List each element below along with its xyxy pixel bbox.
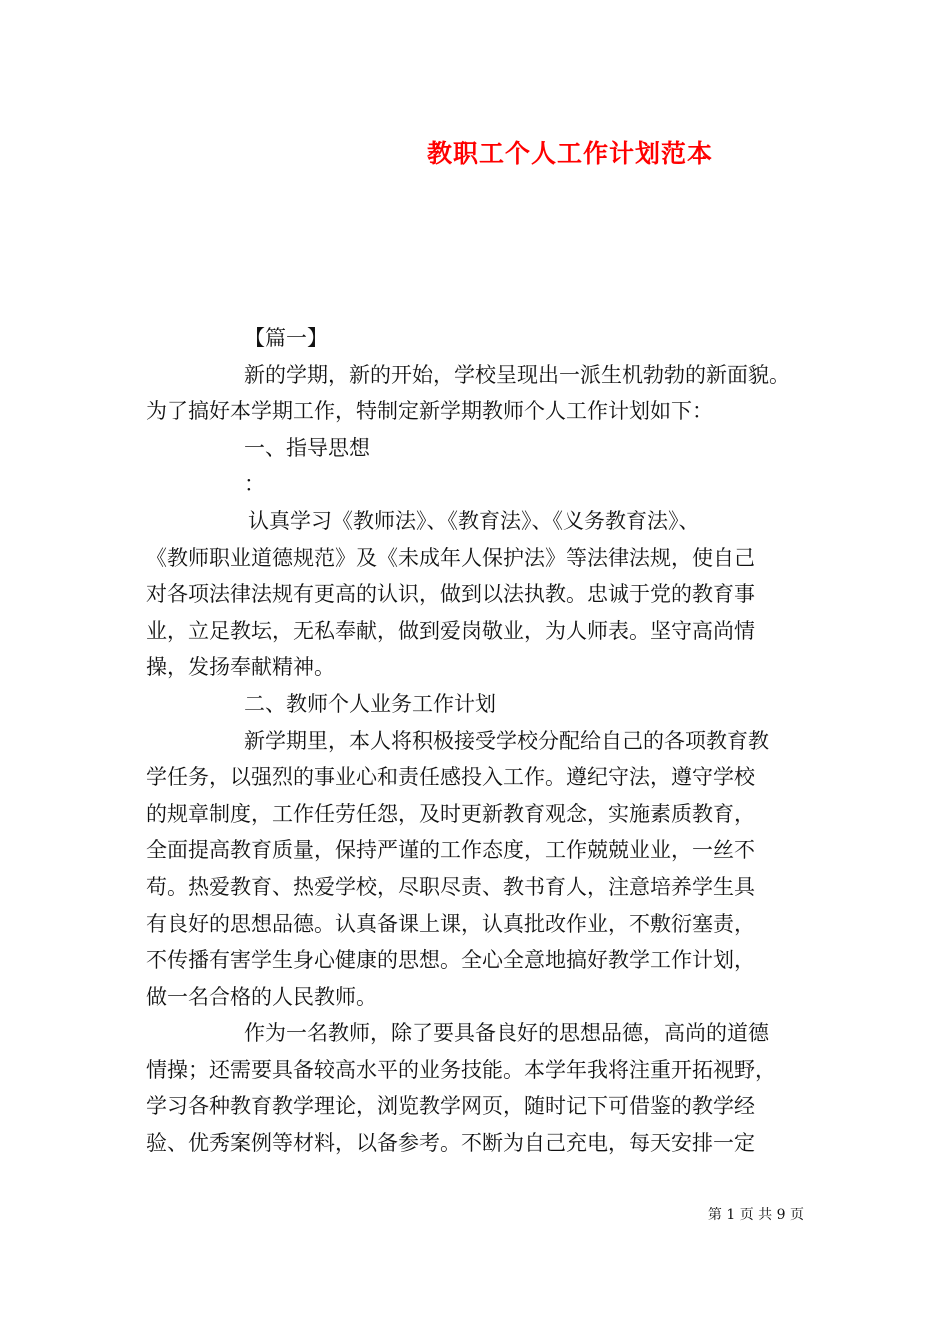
paragraph-line: 全面提高教育质量，保持严谨的工作态度，工作兢兢业业，一丝不: [146, 838, 755, 863]
paragraph-line: 新的学期，新的开始，学校呈现出一派生机勃勃的新面貌。: [244, 362, 790, 387]
paragraph-line: 苟。热爱教育、热爱学校，尽职尽责、教书育人，注意培养学生具: [146, 874, 755, 899]
paragraph-line: ：: [244, 472, 265, 497]
document-body: [146, 320, 818, 1162]
paragraph-line: 不传播有害学生身心健康的思想。全心全意地搞好教学工作计划，: [146, 948, 755, 973]
paragraph-line: 情操；还需要具备较高水平的业务技能。本学年我将注重开拓视野，: [146, 1057, 776, 1082]
paragraph-line: 学习各种教育教学理论，浏览教学网页，随时记下可借鉴的教学经: [146, 1094, 755, 1119]
paragraph-line: 《教师职业道德规范》及《未成年人保护法》等法律法规，使自己: [146, 545, 755, 570]
section-label: 【篇一】: [244, 326, 328, 350]
paragraph-line: 有良好的思想品德。认真备课上课，认真批改作业，不敷衍塞责，: [146, 911, 755, 936]
section-heading: 一、指导思想: [244, 435, 370, 460]
paragraph-line: 操，发扬奉献精神。: [146, 655, 335, 680]
paragraph-line: 新学期里，本人将积极接受学校分配给自己的各项教育教: [244, 728, 769, 753]
paragraph-line: 学任务，以强烈的事业心和责任感投入工作。遵纪守法，遵守学校: [146, 765, 755, 790]
paragraph-line: 对各项法律法规有更高的认识，做到以法执教。忠诚于党的教育事: [146, 582, 755, 607]
page-number: 第 1 页 共 9 页: [707, 1207, 804, 1223]
paragraph-line: 验、优秀案例等材料，以备参考。不断为自己充电，每天安排一定: [146, 1131, 755, 1156]
paragraph-line: 的规章制度，工作任劳任怨，及时更新教育观念，实施素质教育，: [146, 801, 755, 826]
paragraph-line: 认真学习《教师法》、《教育法》、《义务教育法》、: [248, 508, 700, 533]
paragraph-line: 做一名合格的人民教师。: [146, 984, 377, 1009]
document-title: 教职工个人工作计划范本: [426, 139, 713, 168]
paragraph-line: 为了搞好本学期工作，特制定新学期教师个人工作计划如下：: [146, 399, 713, 424]
paragraph-line: 作为一名教师，除了要具备良好的思想品德，高尚的道德: [244, 1021, 769, 1046]
paragraph-line: 业，立足教坛，无私奉献，做到爱岗敬业，为人师表。坚守高尚情: [146, 618, 755, 643]
section-heading: 二、教师个人业务工作计划: [244, 691, 496, 716]
